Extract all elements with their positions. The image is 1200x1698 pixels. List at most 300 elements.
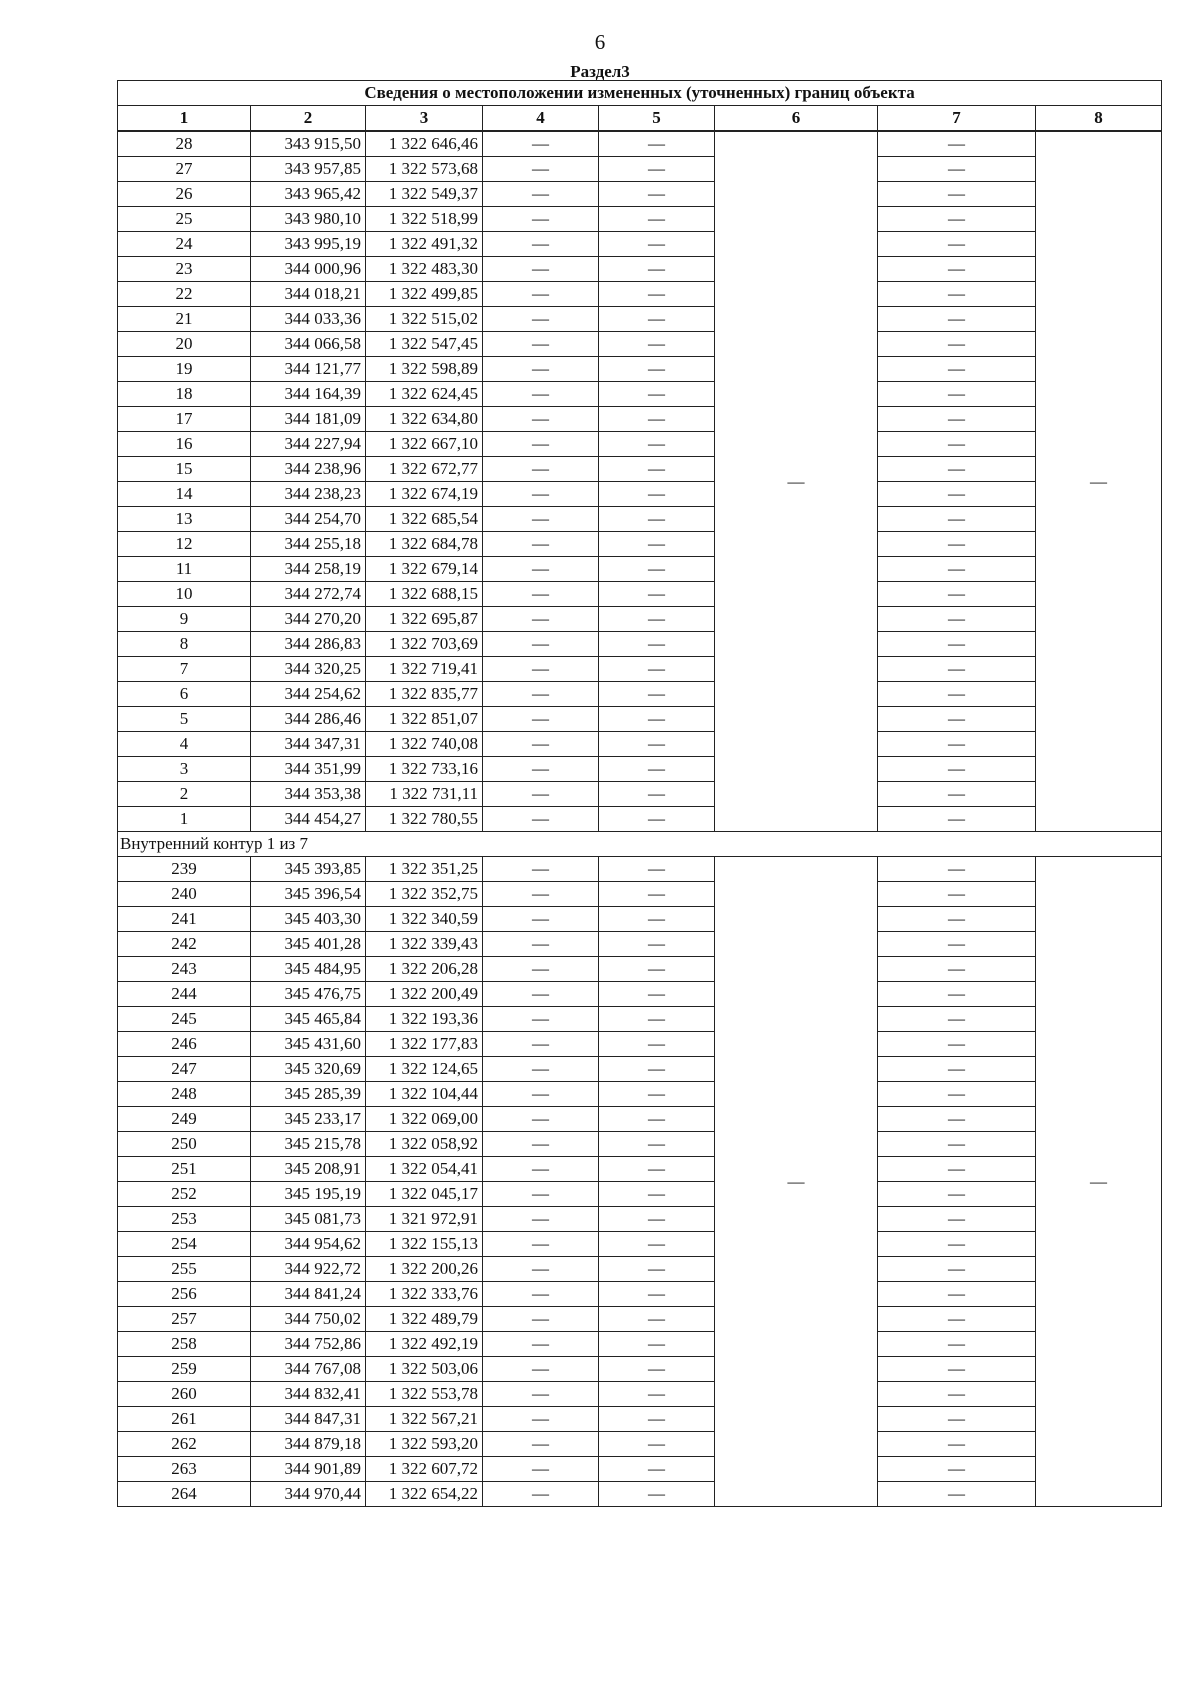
col-4-value: — <box>483 307 599 332</box>
coord-y: 1 322 491,32 <box>366 232 483 257</box>
table-row <box>118 757 1162 782</box>
table-row <box>118 432 1162 457</box>
coord-y: 1 322 069,00 <box>366 1107 483 1132</box>
point-number: 255 <box>118 1257 251 1282</box>
column-number-3: 3 <box>366 106 483 132</box>
coord-y: 1 322 679,14 <box>366 557 483 582</box>
point-number: 256 <box>118 1282 251 1307</box>
point-number: 10 <box>118 582 251 607</box>
col-7-value: — <box>878 1307 1036 1332</box>
coord-x: 344 286,83 <box>251 632 366 657</box>
coord-x: 343 957,85 <box>251 157 366 182</box>
table-row <box>118 1182 1162 1207</box>
table-row <box>118 1007 1162 1032</box>
col-7-value: — <box>878 457 1036 482</box>
point-number: 12 <box>118 532 251 557</box>
column-number-8: 8 <box>1036 106 1162 132</box>
col-5-value: — <box>599 932 715 957</box>
point-number: 242 <box>118 932 251 957</box>
col-4-value: — <box>483 1157 599 1182</box>
point-number: 8 <box>118 632 251 657</box>
col-5-value: — <box>599 1307 715 1332</box>
col-4-value: — <box>483 157 599 182</box>
coord-x: 344 922,72 <box>251 1257 366 1282</box>
col-4-value: — <box>483 1482 599 1507</box>
col-5-value: — <box>599 382 715 407</box>
col-7-value: — <box>878 582 1036 607</box>
col-6-value: — <box>715 131 878 832</box>
col-7-value: — <box>878 857 1036 882</box>
point-number: 258 <box>118 1332 251 1357</box>
coord-x: 344 270,20 <box>251 607 366 632</box>
coord-y: 1 322 731,11 <box>366 782 483 807</box>
col-7-value: — <box>878 407 1036 432</box>
col-4-value: — <box>483 432 599 457</box>
coord-y: 1 322 740,08 <box>366 732 483 757</box>
coord-x: 345 320,69 <box>251 1057 366 1082</box>
coord-x: 343 965,42 <box>251 182 366 207</box>
col-5-value: — <box>599 1432 715 1457</box>
column-number-row <box>118 106 1162 132</box>
coord-x: 343 995,19 <box>251 232 366 257</box>
column-number-5: 5 <box>599 106 715 132</box>
col-7-value: — <box>878 1332 1036 1357</box>
coord-y: 1 322 598,89 <box>366 357 483 382</box>
col-7-value: — <box>878 807 1036 832</box>
col-5-value: — <box>599 757 715 782</box>
column-number-6: 6 <box>715 106 878 132</box>
coord-y: 1 322 549,37 <box>366 182 483 207</box>
col-5-value: — <box>599 1132 715 1157</box>
col-7-value: — <box>878 982 1036 1007</box>
col-4-value: — <box>483 1232 599 1257</box>
col-7-value: — <box>878 757 1036 782</box>
table-row <box>118 632 1162 657</box>
coord-y: 1 322 780,55 <box>366 807 483 832</box>
col-4-value: — <box>483 232 599 257</box>
col-7-value: — <box>878 1257 1036 1282</box>
coord-y: 1 322 646,46 <box>366 131 483 157</box>
coord-y: 1 322 333,76 <box>366 1282 483 1307</box>
coord-x: 344 272,74 <box>251 582 366 607</box>
col-5-value: — <box>599 732 715 757</box>
point-number: 17 <box>118 407 251 432</box>
col-4-value: — <box>483 657 599 682</box>
col-5-value: — <box>599 557 715 582</box>
column-number-4: 4 <box>483 106 599 132</box>
coord-y: 1 322 573,68 <box>366 157 483 182</box>
point-number: 28 <box>118 131 251 157</box>
coord-x: 344 750,02 <box>251 1307 366 1332</box>
col-7-value: — <box>878 1107 1036 1132</box>
coord-x: 344 181,09 <box>251 407 366 432</box>
point-number: 5 <box>118 707 251 732</box>
col-5-value: — <box>599 332 715 357</box>
col-7-value: — <box>878 957 1036 982</box>
coord-y: 1 322 352,75 <box>366 882 483 907</box>
col-4-value: — <box>483 282 599 307</box>
coord-y: 1 322 200,49 <box>366 982 483 1007</box>
table-row <box>118 1132 1162 1157</box>
point-number: 14 <box>118 482 251 507</box>
coord-y: 1 322 177,83 <box>366 1032 483 1057</box>
table-row <box>118 782 1162 807</box>
col-7-value: — <box>878 1432 1036 1457</box>
table-body <box>118 131 1162 1507</box>
point-number: 20 <box>118 332 251 357</box>
point-number: 243 <box>118 957 251 982</box>
coord-x: 344 351,99 <box>251 757 366 782</box>
point-number: 260 <box>118 1382 251 1407</box>
col-5-value: — <box>599 632 715 657</box>
col-4-value: — <box>483 1332 599 1357</box>
coord-y: 1 322 193,36 <box>366 1007 483 1032</box>
col-4-value: — <box>483 807 599 832</box>
contour-label: Внутренний контур 1 из 7 <box>118 832 1162 857</box>
col-5-value: — <box>599 1457 715 1482</box>
col-4-value: — <box>483 1107 599 1132</box>
coord-y: 1 322 200,26 <box>366 1257 483 1282</box>
col-7-value: — <box>878 632 1036 657</box>
col-6-value: — <box>715 857 878 1507</box>
col-4-value: — <box>483 207 599 232</box>
col-5-value: — <box>599 1032 715 1057</box>
col-7-value: — <box>878 557 1036 582</box>
point-number: 245 <box>118 1007 251 1032</box>
col-4-value: — <box>483 257 599 282</box>
coord-x: 344 227,94 <box>251 432 366 457</box>
coord-y: 1 322 624,45 <box>366 382 483 407</box>
col-7-value: — <box>878 307 1036 332</box>
col-4-value: — <box>483 1007 599 1032</box>
coord-x: 344 238,23 <box>251 482 366 507</box>
col-5-value: — <box>599 307 715 332</box>
point-number: 26 <box>118 182 251 207</box>
coord-x: 345 401,28 <box>251 932 366 957</box>
table-row <box>118 907 1162 932</box>
table-row <box>118 532 1162 557</box>
coord-x: 344 254,62 <box>251 682 366 707</box>
point-number: 264 <box>118 1482 251 1507</box>
coord-x: 345 484,95 <box>251 957 366 982</box>
table-row <box>118 1157 1162 1182</box>
coord-x: 344 033,36 <box>251 307 366 332</box>
coord-x: 345 233,17 <box>251 1107 366 1132</box>
point-number: 18 <box>118 382 251 407</box>
coord-x: 344 121,77 <box>251 357 366 382</box>
col-5-value: — <box>599 907 715 932</box>
table-row <box>118 407 1162 432</box>
col-5-value: — <box>599 1257 715 1282</box>
coord-x: 345 431,60 <box>251 1032 366 1057</box>
coord-x: 343 915,50 <box>251 131 366 157</box>
coord-y: 1 321 972,91 <box>366 1207 483 1232</box>
coord-y: 1 322 719,41 <box>366 657 483 682</box>
coord-x: 345 215,78 <box>251 1132 366 1157</box>
coord-x: 344 320,25 <box>251 657 366 682</box>
table-row <box>118 1082 1162 1107</box>
coord-y: 1 322 703,69 <box>366 632 483 657</box>
point-number: 22 <box>118 282 251 307</box>
col-4-value: — <box>483 1257 599 1282</box>
col-5-value: — <box>599 157 715 182</box>
point-number: 261 <box>118 1407 251 1432</box>
table-row <box>118 1457 1162 1482</box>
table-row <box>118 157 1162 182</box>
col-7-value: — <box>878 182 1036 207</box>
col-7-value: — <box>878 1207 1036 1232</box>
coord-x: 344 000,96 <box>251 257 366 282</box>
point-number: 25 <box>118 207 251 232</box>
coord-y: 1 322 851,07 <box>366 707 483 732</box>
col-4-value: — <box>483 482 599 507</box>
col-4-value: — <box>483 1082 599 1107</box>
col-4-value: — <box>483 382 599 407</box>
col-7-value: — <box>878 1482 1036 1507</box>
col-5-value: — <box>599 882 715 907</box>
coord-x: 344 254,70 <box>251 507 366 532</box>
coord-x: 344 353,38 <box>251 782 366 807</box>
point-number: 7 <box>118 657 251 682</box>
coord-x: 344 901,89 <box>251 1457 366 1482</box>
table-row <box>118 131 1162 157</box>
col-5-value: — <box>599 957 715 982</box>
col-4-value: — <box>483 1207 599 1232</box>
table-row <box>118 1307 1162 1332</box>
col-7-value: — <box>878 157 1036 182</box>
col-5-value: — <box>599 1207 715 1232</box>
coord-y: 1 322 045,17 <box>366 1182 483 1207</box>
table-row <box>118 982 1162 1007</box>
page-number: 6 <box>594 30 606 54</box>
coord-y: 1 322 499,85 <box>366 282 483 307</box>
table-row <box>118 932 1162 957</box>
table-row <box>118 282 1162 307</box>
table-row <box>118 182 1162 207</box>
col-7-value: — <box>878 1082 1036 1107</box>
coord-x: 344 066,58 <box>251 332 366 357</box>
col-4-value: — <box>483 1132 599 1157</box>
col-4-value: — <box>483 907 599 932</box>
table-row <box>118 1257 1162 1282</box>
table-row <box>118 1357 1162 1382</box>
point-number: 16 <box>118 432 251 457</box>
col-7-value: — <box>878 1032 1036 1057</box>
table-row <box>118 707 1162 732</box>
col-5-value: — <box>599 657 715 682</box>
coord-x: 344 286,46 <box>251 707 366 732</box>
col-5-value: — <box>599 682 715 707</box>
col-5-value: — <box>599 582 715 607</box>
coord-x: 345 208,91 <box>251 1157 366 1182</box>
col-7-value: — <box>878 782 1036 807</box>
coord-x: 345 393,85 <box>251 857 366 882</box>
col-4-value: — <box>483 357 599 382</box>
coord-y: 1 322 206,28 <box>366 957 483 982</box>
point-number: 24 <box>118 232 251 257</box>
coord-x: 345 285,39 <box>251 1082 366 1107</box>
col-4-value: — <box>483 1457 599 1482</box>
coord-y: 1 322 674,19 <box>366 482 483 507</box>
col-7-value: — <box>878 907 1036 932</box>
point-number: 19 <box>118 357 251 382</box>
col-5-value: — <box>599 232 715 257</box>
table-row <box>118 1207 1162 1232</box>
col-7-value: — <box>878 207 1036 232</box>
table-row <box>118 1432 1162 1457</box>
coord-y: 1 322 515,02 <box>366 307 483 332</box>
col-5-value: — <box>599 1332 715 1357</box>
coord-x: 344 841,24 <box>251 1282 366 1307</box>
col-7-value: — <box>878 282 1036 307</box>
col-7-value: — <box>878 1157 1036 1182</box>
table-row <box>118 232 1162 257</box>
col-4-value: — <box>483 1032 599 1057</box>
col-7-value: — <box>878 1132 1036 1157</box>
col-5-value: — <box>599 432 715 457</box>
col-4-value: — <box>483 457 599 482</box>
col-5-value: — <box>599 182 715 207</box>
col-5-value: — <box>599 782 715 807</box>
col-7-value: — <box>878 382 1036 407</box>
col-4-value: — <box>483 707 599 732</box>
col-4-value: — <box>483 182 599 207</box>
col-5-value: — <box>599 1482 715 1507</box>
point-number: 27 <box>118 157 251 182</box>
col-7-value: — <box>878 232 1036 257</box>
col-5-value: — <box>599 1057 715 1082</box>
coord-y: 1 322 155,13 <box>366 1232 483 1257</box>
coord-x: 344 954,62 <box>251 1232 366 1257</box>
table-row <box>118 332 1162 357</box>
table-row <box>118 882 1162 907</box>
table-row <box>118 1107 1162 1132</box>
coord-y: 1 322 503,06 <box>366 1357 483 1382</box>
col-4-value: — <box>483 582 599 607</box>
col-4-value: — <box>483 882 599 907</box>
table-row <box>118 1482 1162 1507</box>
coord-y: 1 322 667,10 <box>366 432 483 457</box>
coord-x: 344 258,19 <box>251 557 366 582</box>
coord-x: 344 255,18 <box>251 532 366 557</box>
coord-x: 345 403,30 <box>251 907 366 932</box>
coord-y: 1 322 688,15 <box>366 582 483 607</box>
table-row <box>118 682 1162 707</box>
coord-x: 345 396,54 <box>251 882 366 907</box>
col-7-value: — <box>878 707 1036 732</box>
col-7-value: — <box>878 1057 1036 1082</box>
point-number: 23 <box>118 257 251 282</box>
col-5-value: — <box>599 1357 715 1382</box>
col-4-value: — <box>483 131 599 157</box>
col-4-value: — <box>483 682 599 707</box>
point-number: 247 <box>118 1057 251 1082</box>
coord-y: 1 322 124,65 <box>366 1057 483 1082</box>
point-number: 240 <box>118 882 251 907</box>
col-4-value: — <box>483 1382 599 1407</box>
col-5-value: — <box>599 457 715 482</box>
col-4-value: — <box>483 1407 599 1432</box>
table-row <box>118 1382 1162 1407</box>
col-4-value: — <box>483 607 599 632</box>
col-7-value: — <box>878 1007 1036 1032</box>
table-row <box>118 732 1162 757</box>
col-5-value: — <box>599 1232 715 1257</box>
table-row <box>118 957 1162 982</box>
table-row <box>118 307 1162 332</box>
table-row <box>118 1232 1162 1257</box>
col-4-value: — <box>483 932 599 957</box>
coord-x: 344 847,31 <box>251 1407 366 1432</box>
col-7-value: — <box>878 1282 1036 1307</box>
col-4-value: — <box>483 407 599 432</box>
coord-x: 345 465,84 <box>251 1007 366 1032</box>
coord-y: 1 322 518,99 <box>366 207 483 232</box>
point-number: 251 <box>118 1157 251 1182</box>
col-4-value: — <box>483 1307 599 1332</box>
point-number: 241 <box>118 907 251 932</box>
point-number: 244 <box>118 982 251 1007</box>
col-4-value: — <box>483 857 599 882</box>
col-7-value: — <box>878 131 1036 157</box>
table-row <box>118 607 1162 632</box>
col-5-value: — <box>599 1282 715 1307</box>
table-row <box>118 557 1162 582</box>
col-5-value: — <box>599 131 715 157</box>
col-7-value: — <box>878 1232 1036 1257</box>
coord-x: 344 238,96 <box>251 457 366 482</box>
col-4-value: — <box>483 632 599 657</box>
coord-x: 344 767,08 <box>251 1357 366 1382</box>
col-4-value: — <box>483 507 599 532</box>
table-row <box>118 357 1162 382</box>
coord-x: 344 832,41 <box>251 1382 366 1407</box>
coord-y: 1 322 634,80 <box>366 407 483 432</box>
point-number: 253 <box>118 1207 251 1232</box>
point-number: 259 <box>118 1357 251 1382</box>
coord-y: 1 322 695,87 <box>366 607 483 632</box>
point-number: 1 <box>118 807 251 832</box>
point-number: 9 <box>118 607 251 632</box>
col-4-value: — <box>483 982 599 1007</box>
table-row <box>118 457 1162 482</box>
coord-y: 1 322 733,16 <box>366 757 483 782</box>
table-caption: Сведения о местоположении измененных (уточненных) границ объекта <box>118 81 1162 106</box>
coord-y: 1 322 684,78 <box>366 532 483 557</box>
table-row <box>118 507 1162 532</box>
col-5-value: — <box>599 357 715 382</box>
col-7-value: — <box>878 732 1036 757</box>
coord-y: 1 322 547,45 <box>366 332 483 357</box>
col-4-value: — <box>483 532 599 557</box>
col-7-value: — <box>878 332 1036 357</box>
point-number: 15 <box>118 457 251 482</box>
col-7-value: — <box>878 1407 1036 1432</box>
coord-y: 1 322 351,25 <box>366 857 483 882</box>
col-5-value: — <box>599 807 715 832</box>
table-row <box>118 207 1162 232</box>
col-7-value: — <box>878 607 1036 632</box>
coord-y: 1 322 340,59 <box>366 907 483 932</box>
coord-y: 1 322 672,77 <box>366 457 483 482</box>
col-5-value: — <box>599 257 715 282</box>
point-number: 11 <box>118 557 251 582</box>
col-5-value: — <box>599 282 715 307</box>
col-4-value: — <box>483 1357 599 1382</box>
coord-x: 344 347,31 <box>251 732 366 757</box>
col-5-value: — <box>599 507 715 532</box>
coord-x: 344 879,18 <box>251 1432 366 1457</box>
